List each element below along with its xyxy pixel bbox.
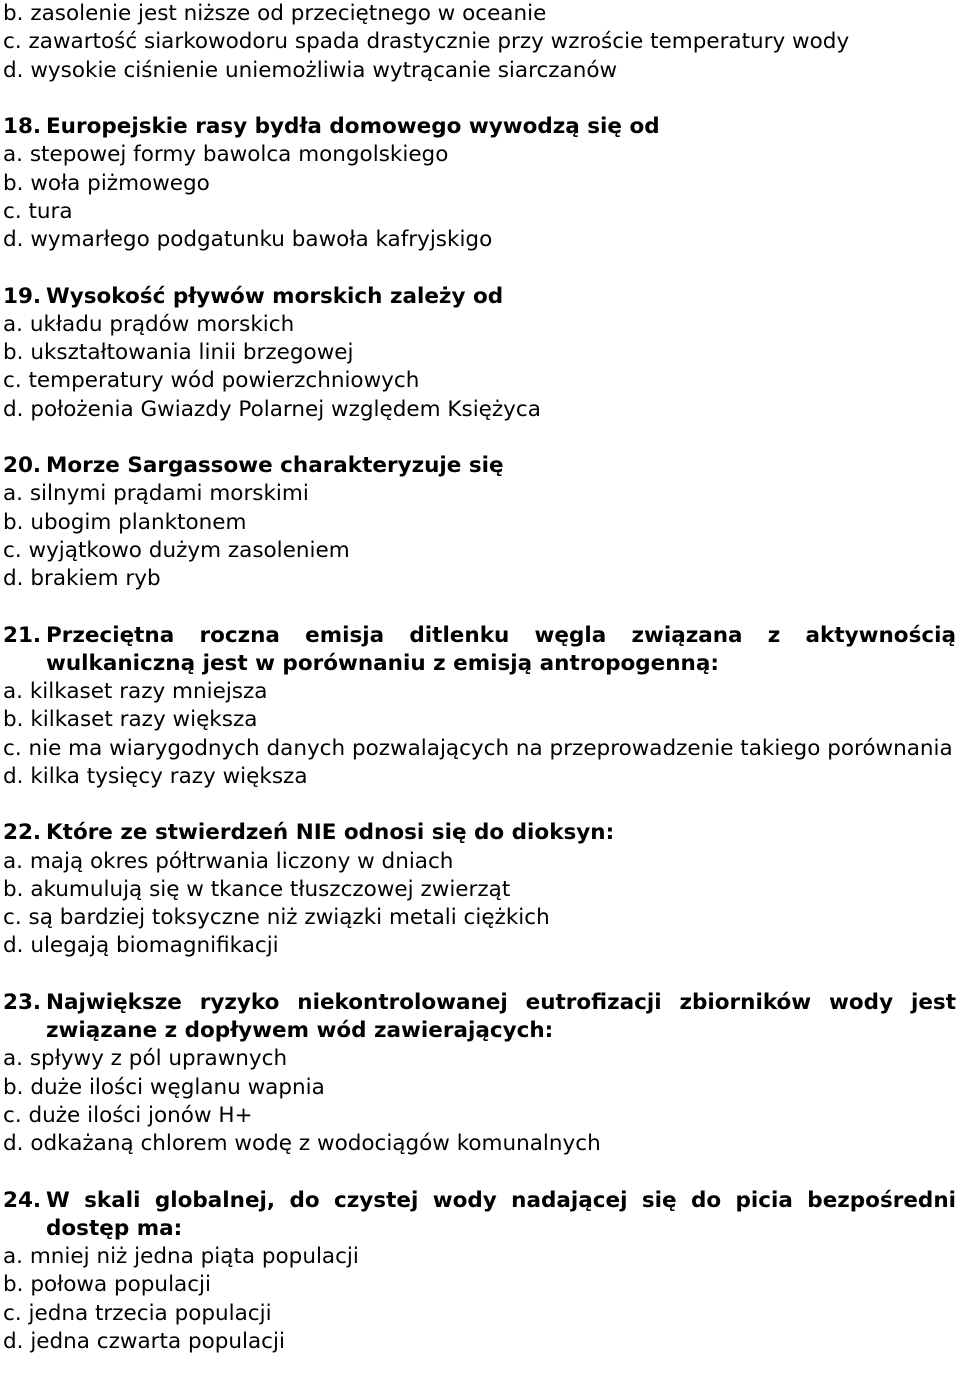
option-text: brakiem ryb	[30, 566, 161, 591]
option-letter: b.	[3, 170, 24, 196]
option-letter: a.	[3, 679, 24, 704]
option-text: zawartość siarkowodoru spada drastycznie przy wzroście temperatury wody	[28, 29, 850, 55]
option-d	[3, 396, 956, 424]
option-letter: a.	[3, 1244, 24, 1269]
option-a	[3, 480, 956, 508]
option-a	[3, 848, 956, 876]
option-b	[3, 339, 956, 367]
question-heading	[3, 989, 956, 1046]
question-number: 22.	[3, 820, 42, 846]
question-text: Morze Sargassowe charakteryzuje się	[46, 453, 504, 478]
option-b	[3, 509, 956, 537]
option-letter: a.	[3, 848, 24, 874]
option-text: zasolenie jest niższe od przeciętnego w oceanie	[30, 1, 547, 26]
question-heading	[3, 113, 956, 141]
question-number: 18.	[3, 114, 42, 139]
option-letter: a.	[3, 481, 24, 507]
option-d	[3, 1130, 956, 1158]
option-text: wysokie ciśnienie uniemożliwia wytrącanie siarczanów	[30, 57, 618, 83]
option-text: połowa populacji	[30, 1272, 211, 1298]
option-text: wyjątkowo dużym zasoleniem	[28, 537, 350, 563]
quiz-page	[3, 0, 956, 1356]
option-letter: b.	[3, 509, 24, 535]
option-text: duże ilości węglanu wapnia	[30, 1074, 325, 1100]
question-heading	[3, 283, 956, 311]
option-a	[3, 1243, 956, 1271]
option-d	[3, 932, 956, 960]
option-letter: d.	[3, 1328, 24, 1354]
option-text: kilkaset razy większa	[30, 707, 258, 733]
option-letter: d.	[3, 763, 24, 789]
option-letter: c.	[3, 905, 22, 930]
option-letter: c.	[3, 368, 22, 394]
option-text: układu prądów morskich	[29, 311, 295, 337]
question-text: Największe ryzyko niekontrolowanej eutrofizacji zbiorników wody jest związane z dopływem wód zawierających:	[46, 989, 956, 1043]
option-letter: b.	[3, 1, 24, 26]
question-number: 24.	[3, 1187, 42, 1213]
question-number: 21.	[3, 622, 42, 648]
question-22	[3, 819, 956, 960]
option-letter: a.	[3, 1046, 24, 1072]
option-letter: d.	[3, 566, 24, 591]
option-c	[3, 735, 956, 763]
option-c	[3, 537, 956, 565]
option-text: spływy z pól uprawnych	[29, 1046, 288, 1072]
option-letter: a.	[3, 142, 24, 168]
option-text: silnymi prądami morskimi	[29, 481, 309, 507]
option-text: kilka tysięcy razy większa	[30, 763, 308, 789]
option-letter: d.	[3, 57, 24, 83]
option-letter: b.	[3, 876, 24, 902]
question-text: W skali globalnej, do czystej wody nadającej się do picia bezpośredni dostęp ma:	[46, 1187, 956, 1241]
question-text: Europejskie rasy bydła domowego wywodzą się od	[46, 114, 660, 139]
option-c	[3, 367, 956, 395]
option-letter: c.	[3, 1102, 22, 1128]
option-text: stepowej formy bawolca mongolskiego	[29, 142, 449, 168]
question-heading	[3, 1187, 956, 1244]
option-c	[3, 1300, 956, 1328]
option-a	[3, 1045, 956, 1073]
option-b	[3, 876, 956, 904]
option-letter: d.	[3, 933, 24, 959]
option-17-c	[3, 28, 956, 56]
option-letter: c.	[3, 29, 22, 55]
question-heading	[3, 452, 956, 480]
option-letter: c.	[3, 198, 22, 224]
option-text: tura	[28, 198, 73, 224]
option-c	[3, 198, 956, 226]
option-text: ubogim planktonem	[30, 509, 247, 535]
option-letter: c.	[3, 735, 22, 761]
option-text: kilkaset razy mniejsza	[29, 679, 268, 704]
option-letter: d.	[3, 396, 24, 422]
question-heading	[3, 819, 956, 847]
previous-question-options	[3, 0, 956, 85]
question-23	[3, 989, 956, 1159]
option-b	[3, 1074, 956, 1102]
option-17-b	[3, 0, 956, 28]
option-d	[3, 763, 956, 791]
option-b	[3, 1271, 956, 1299]
question-20	[3, 452, 956, 593]
question-heading	[3, 622, 956, 679]
question-24	[3, 1187, 956, 1357]
question-text: Które ze stwierdzeń NIE odnosi się do dioksyn:	[46, 820, 615, 846]
option-letter: b.	[3, 1272, 24, 1298]
option-text: jedna czwarta populacji	[30, 1328, 285, 1354]
option-letter: d.	[3, 1131, 24, 1156]
option-letter: c.	[3, 537, 22, 563]
option-c	[3, 904, 956, 932]
option-text: duże ilości jonów H+	[28, 1102, 253, 1128]
option-d	[3, 565, 956, 593]
option-letter: d.	[3, 227, 24, 252]
question-21	[3, 622, 956, 792]
option-17-d	[3, 57, 956, 85]
question-text: Wysokość pływów morskich zależy od	[46, 283, 504, 309]
option-letter: c.	[3, 1300, 22, 1326]
option-d	[3, 1328, 956, 1356]
option-a	[3, 311, 956, 339]
option-letter: a.	[3, 311, 24, 337]
question-19	[3, 283, 956, 424]
question-18	[3, 113, 956, 254]
option-text: mają okres półtrwania liczony w dniach	[29, 848, 454, 874]
option-text: wymarłego podgatunku bawoła kafryjskigo	[30, 227, 493, 252]
option-text: woła piżmowego	[30, 170, 210, 196]
option-d	[3, 226, 956, 254]
question-number: 20.	[3, 453, 42, 478]
option-text: jedna trzecia populacji	[28, 1300, 272, 1326]
option-b	[3, 170, 956, 198]
option-a	[3, 678, 956, 706]
option-text: ukształtowania linii brzegowej	[30, 340, 354, 365]
option-text: ulegają biomagnifikacji	[30, 933, 279, 959]
option-b	[3, 706, 956, 734]
question-number: 23.	[3, 989, 42, 1015]
question-text: Przeciętna roczna emisja ditlenku węgla związana z aktywnością wulkaniczną jest w porównaniu z emisją antropogenną:	[46, 622, 956, 676]
option-text: temperatury wód powierzchniowych	[28, 368, 420, 394]
option-text: akumulują się w tkance tłuszczowej zwierząt	[30, 876, 511, 902]
option-letter: b.	[3, 707, 24, 733]
option-text: nie ma wiarygodnych danych pozwalających na przeprowadzenie takiego porównania	[28, 735, 953, 761]
option-text: położenia Gwiazdy Polarnej względem Księżyca	[30, 396, 541, 422]
option-a	[3, 141, 956, 169]
option-text: są bardziej toksyczne niż związki metali ciężkich	[28, 905, 550, 930]
option-letter: b.	[3, 340, 24, 365]
option-text: odkażaną chlorem wodę z wodociągów komunalnych	[30, 1131, 601, 1156]
option-letter: b.	[3, 1074, 24, 1100]
option-text: mniej niż jedna piąta populacji	[29, 1244, 359, 1269]
option-c	[3, 1102, 956, 1130]
question-number: 19.	[3, 283, 42, 309]
